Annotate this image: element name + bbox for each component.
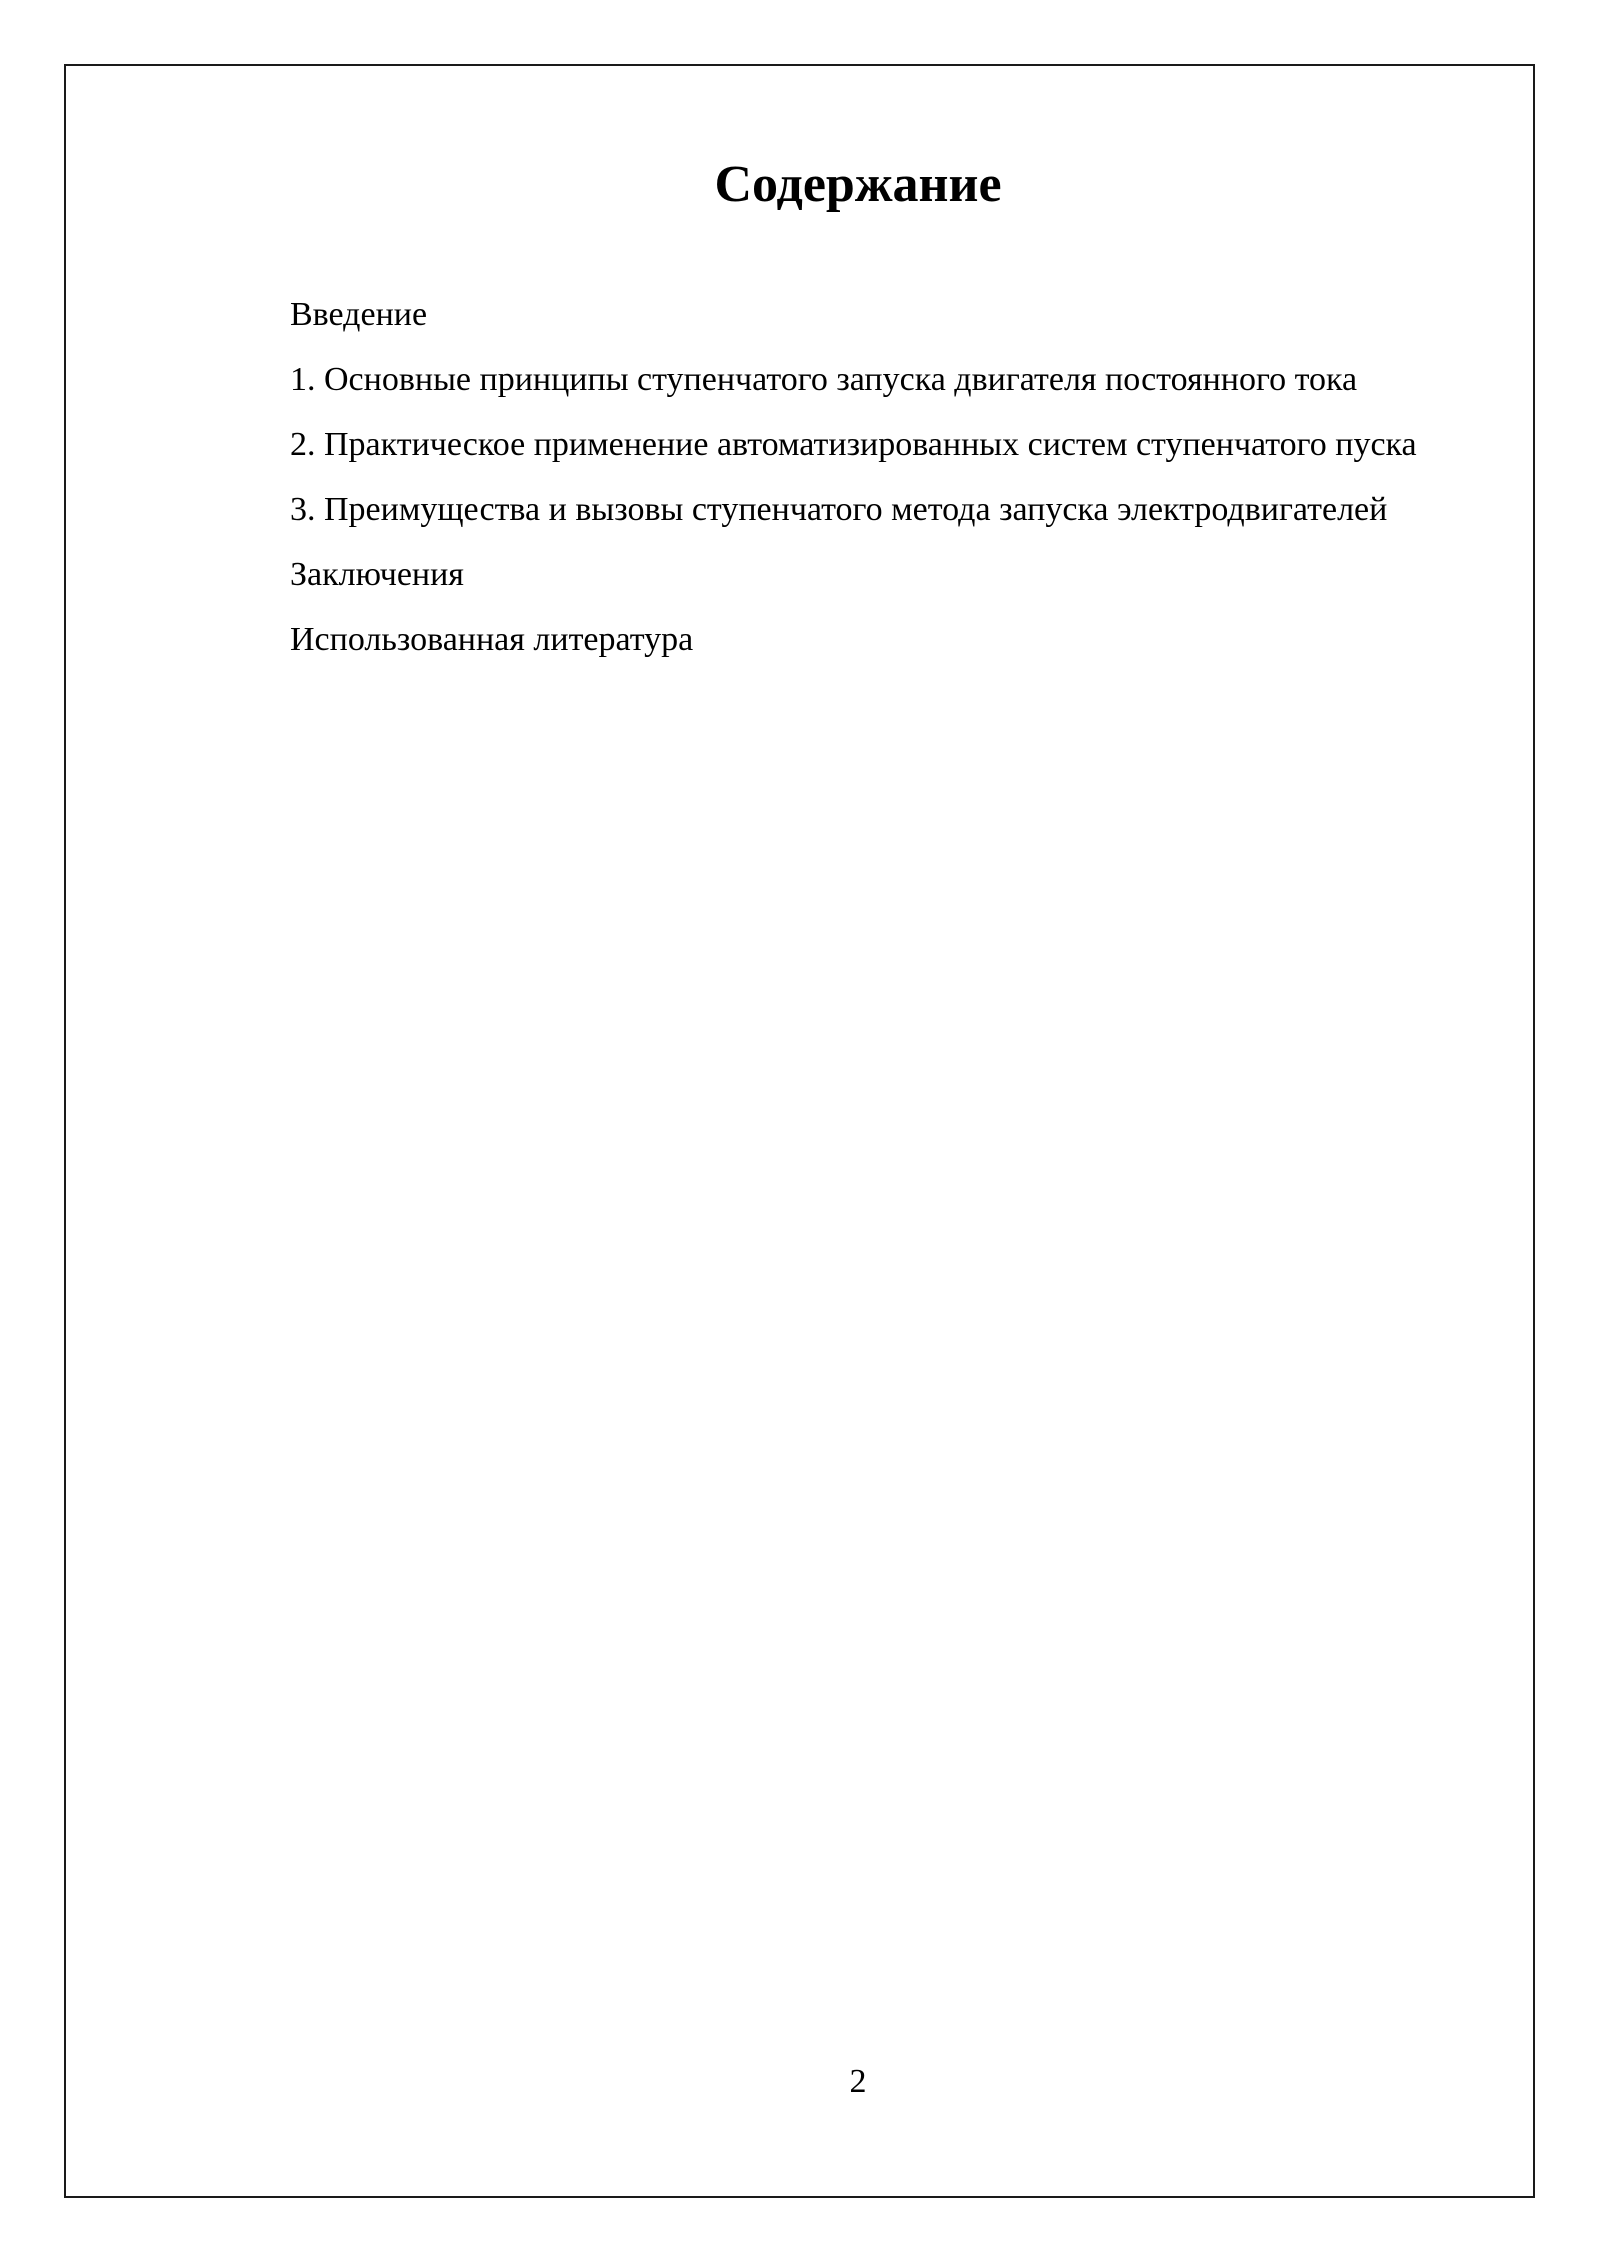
toc-entry-chapter-3: 3. Преимущества и вызовы ступенчатого метода запуска электродвигателей [290,491,1388,528]
page-number: 2 [849,2063,867,2100]
toc-entry-references: Использованная литература [290,621,694,658]
page-title: Содержание [714,156,1002,213]
toc-entry-chapter-2: 2. Практическое применение автоматизированных систем ступенчатого пуска [290,426,1417,463]
table-of-contents [227,282,1489,672]
toc-entry-introduction: Введение [290,296,428,333]
toc-entry-conclusion: Заключения [290,556,464,593]
toc-entry-chapter-1: 1. Основные принципы ступенчатого запуска двигателя постоянного тока [290,361,1358,398]
